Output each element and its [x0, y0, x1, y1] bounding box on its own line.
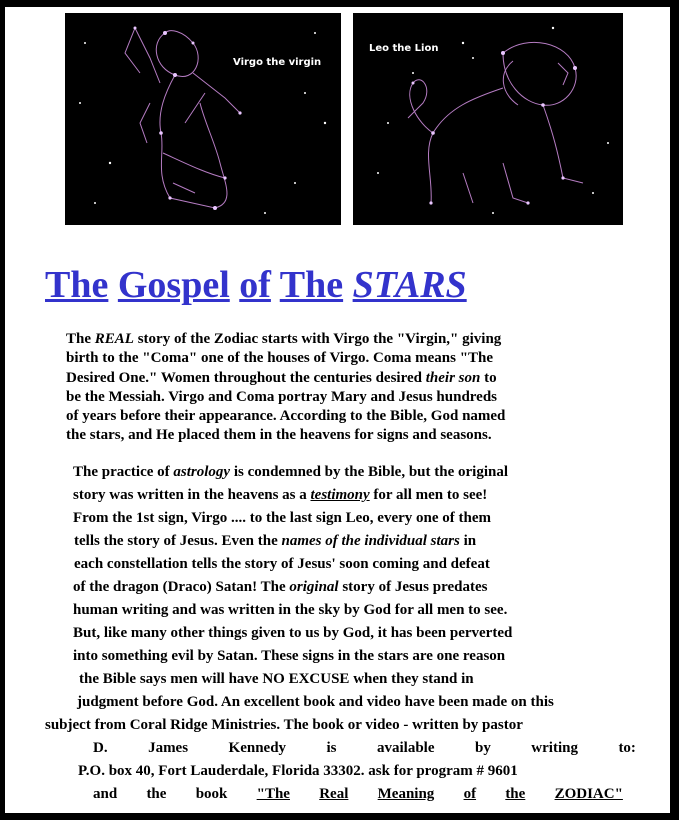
body-line-9: into something evil by Satan. These signs in the stars are one reason	[73, 648, 506, 664]
body-line-3: From the 1st sign, Virgo .... to the last sign Leo, every one of them	[73, 510, 492, 526]
virgo-constellation-image	[65, 13, 341, 225]
page-frame	[5, 7, 670, 813]
intro-line-5: of years before their appearance. According to the Bible, God named	[66, 408, 506, 425]
body-text: story of Jesus predates	[338, 579, 488, 595]
title-link-gospel[interactable]: Gospel	[117, 264, 230, 306]
body-word: writing	[531, 740, 578, 756]
body-line-2	[45, 484, 645, 507]
virgo-label: Virgo the virgin	[233, 57, 322, 68]
intro-line-2: birth to the "Coma" one of the houses of Virgo. Coma means "The	[66, 350, 494, 367]
body-word: available	[377, 740, 435, 756]
intro-line-6: the stars, and He placed them in the heavens for signs and seasons.	[66, 427, 492, 444]
body-line-12: subject from Coral Ridge Ministries. The book or video - written by pastor	[45, 717, 523, 733]
body-emphasis-names: names of the individual stars	[281, 533, 460, 549]
body-word: and	[93, 786, 118, 802]
body-word: Kennedy	[228, 740, 287, 756]
intro-emphasis-their-son: their son	[425, 369, 481, 386]
body-line-11: judgment before God. An excellent book and video have been made on this	[77, 694, 554, 710]
title-link-of[interactable]: of	[239, 264, 271, 306]
page-title	[45, 263, 467, 307]
body-line-7: human writing and was written in the sky by God for all men to see.	[73, 602, 508, 618]
intro-text: story of the Zodiac starts with Virgo the "Virgin," giving	[133, 331, 502, 347]
intro-text: Desired One." Women throughout the centuries desired	[66, 369, 426, 386]
book-title-word: "The	[256, 786, 290, 802]
intro-text: The	[66, 331, 95, 347]
body-line-5: each constellation tells the story of Jesus' soon coming and defeat	[74, 556, 490, 572]
body-word: James	[148, 740, 189, 756]
body-emphasis-astrology: astrology	[173, 464, 231, 480]
book-title-word: Meaning	[377, 786, 435, 802]
body-paragraph	[45, 461, 645, 806]
body-emphasis-original: original	[289, 579, 339, 595]
body-word: D.	[93, 740, 108, 756]
body-text: story was written in the heavens as a	[73, 487, 311, 503]
book-title-word: the	[505, 786, 526, 802]
body-word: the	[146, 786, 167, 802]
intro-line-3	[66, 369, 566, 388]
body-word: by	[474, 740, 491, 756]
body-line-8: But, like many other things given to us by God, it has been perverted	[73, 625, 513, 641]
book-title-word: ZODIAC"	[554, 786, 623, 802]
body-text: in	[459, 533, 477, 549]
body-text: of the dragon (Draco) Satan! The	[73, 579, 290, 595]
intro-emphasis-real: REAL	[94, 331, 134, 347]
body-text: tells the story of Jesus. Even the	[74, 533, 282, 549]
body-line-1	[45, 461, 645, 484]
body-line-4	[45, 530, 645, 553]
leo-label: Leo the Lion	[369, 43, 439, 54]
title-link-stars[interactable]: STARS	[352, 264, 467, 306]
intro-paragraph	[66, 330, 566, 446]
title-link-the-2[interactable]: The	[279, 264, 344, 306]
book-title-word: of	[463, 786, 477, 802]
body-line-6	[45, 576, 645, 599]
body-emphasis-testimony: testimony	[310, 487, 370, 503]
intro-text: to	[480, 369, 497, 386]
body-text: for all men to see!	[369, 487, 488, 503]
body-line-14: P.O. box 40, Fort Lauderdale, Florida 33302. ask for program # 9601	[78, 763, 518, 779]
title-link-the[interactable]: The	[45, 264, 109, 306]
body-line-13	[45, 737, 645, 760]
intro-line-1	[66, 330, 566, 349]
book-title-word: Real	[319, 786, 349, 802]
body-word: book	[195, 786, 228, 802]
intro-line-4: be the Messiah. Virgo and Coma portray Mary and Jesus hundreds	[66, 388, 498, 405]
virgo-starfield	[65, 13, 341, 225]
body-text: The practice of	[73, 464, 174, 480]
leo-constellation-image	[353, 13, 623, 225]
body-text: is condemned by the Bible, but the original	[230, 464, 509, 480]
body-word: to:	[618, 740, 636, 756]
body-line-15	[45, 783, 645, 806]
body-line-10: the Bible says men will have NO EXCUSE when they stand in	[79, 671, 474, 687]
body-word: is	[326, 740, 337, 756]
